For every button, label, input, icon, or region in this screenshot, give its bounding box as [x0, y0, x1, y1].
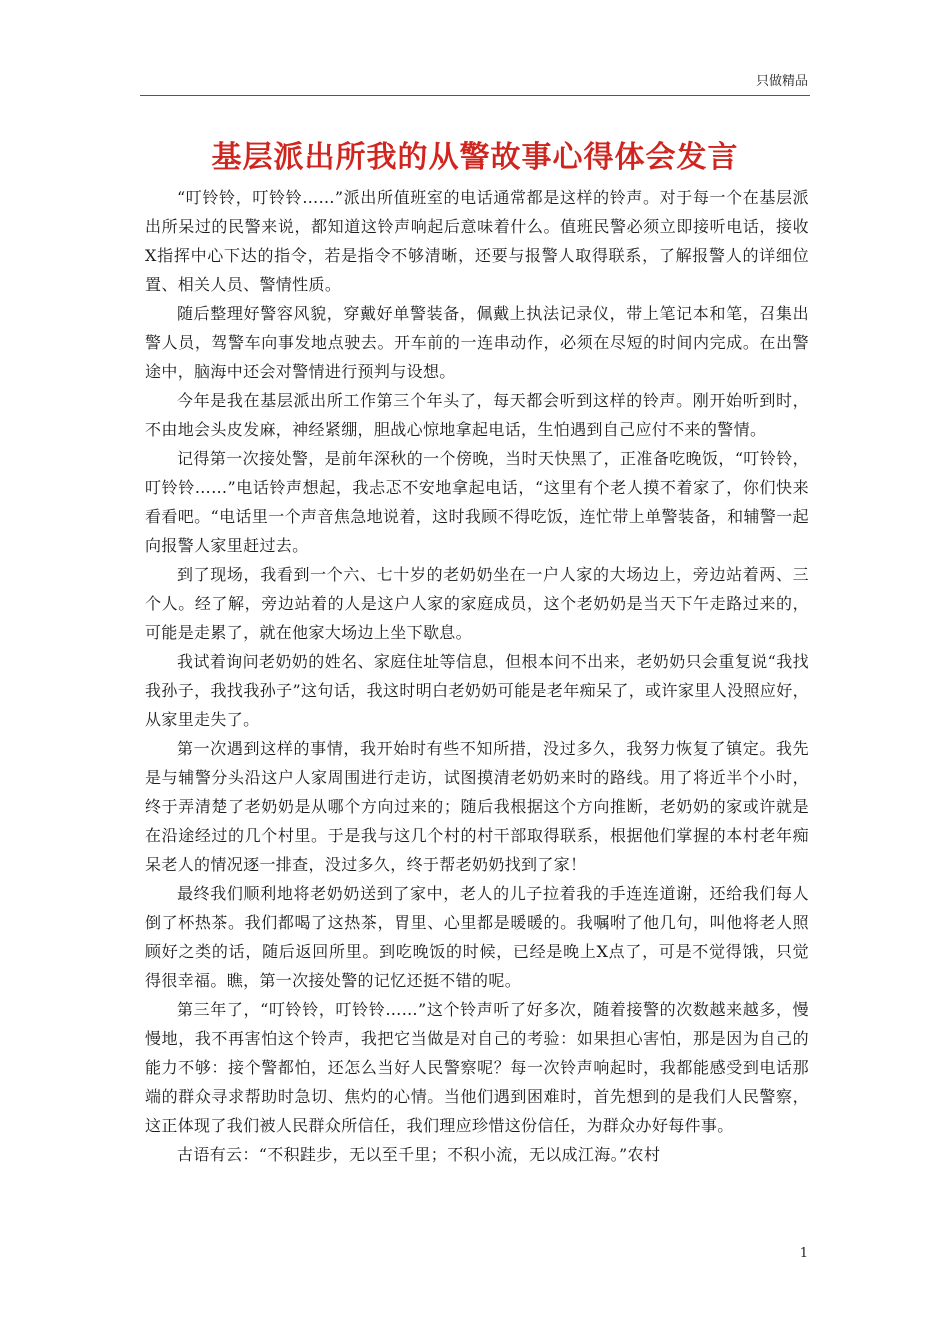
- paragraph: 随后整理好警容风貌，穿戴好单警装备，佩戴上执法记录仪，带上笔记本和笔，召集出警人员，驾警车向事发地点驶去。开车前的一连串动作，必须在尽短的时间内完成。在出警途中，脑海中还会对警情进行预判与设想。: [145, 304, 809, 381]
- paragraph: “叮铃铃，叮铃铃……”派出所值班室的电话通常都是这样的铃声。对于每一个在基层派出所呆过的民警来说，都知道这铃声响起后意味着什么。值班民警必须立即接听电话，接收X指挥中心下达的指令，若是指令不够清晰，还要与报警人取得联系，了解报警人的详细位置、相关人员、警情性质。: [145, 188, 809, 294]
- paragraph: 记得第一次接处警，是前年深秋的一个傍晚，当时天快黑了，正准备吃晚饭，“叮铃铃，叮铃铃……”电话铃声想起，我忐忑不安地拿起电话，“这里有个老人摸不着家了，你们快来看看吧。“电话里一个声音焦急地说着，这时我顾不得吃饭，连忙带上单警装备，和辅警一起向报警人家里赶过去。: [145, 449, 809, 555]
- paragraph: 第三年了，“叮铃铃，叮铃铃……”这个铃声听了好多次，随着接警的次数越来越多，慢慢地，我不再害怕这个铃声，我把它当做是对自己的考验：如果担心害怕，那是因为自己的能力不够：接个警都怕，还怎么当好人民警察呢？每一次铃声响起时，我都能感受到电话那端的群众寻求帮助时急切、焦灼的心情。当他们遇到困难时，首先想到的是我们人民警察，这正体现了我们被人民群众所信任，我们理应珍惜这份信任，为群众办好每件事。: [145, 1000, 809, 1135]
- header-divider: [140, 95, 810, 96]
- document-body: [145, 183, 809, 1169]
- paragraph: 第一次遇到这样的事情，我开始时有些不知所措，没过多久，我努力恢复了镇定。我先是与辅警分头沿这户人家周围进行走访，试图摸清老奶奶来时的路线。用了将近半个小时，终于弄清楚了老奶奶是从哪个方向过来的；随后我根据这个方向推断，老奶奶的家或许就是在沿途经过的几个村里。于是我与这几个村的村干部取得联系，根据他们掌握的本村老年痴呆老人的情况逐一排查，没过多久，终于帮老奶奶找到了家！: [145, 739, 809, 874]
- paragraph: 到了现场，我看到一个六、七十岁的老奶奶坐在一户人家的大场边上，旁边站着两、三个人。经了解，旁边站着的人是这户人家的家庭成员，这个老奶奶是当天下午走路过来的，可能是走累了，就在他家大场边上坐下歇息。: [145, 565, 809, 642]
- document-title: 基层派出所我的从警故事心得体会发言: [211, 140, 739, 175]
- page-number: 1: [799, 1246, 808, 1261]
- paragraph: 我试着询问老奶奶的姓名、家庭住址等信息，但根本问不出来，老奶奶只会重复说“我找我孙子，我找我孙子”这句话，我这时明白老奶奶可能是老年痴呆了，或许家里人没照应好，从家里走失了。: [145, 652, 809, 729]
- paragraph: 今年是我在基层派出所工作第三个年头了，每天都会听到这样的铃声。刚开始听到时，不由地会头皮发麻，神经紧绷，胆战心惊地拿起电话，生怕遇到自己应付不来的警情。: [145, 391, 809, 439]
- paragraph: 古语有云：“不积跬步，无以至千里；不积小流，无以成江海。”农村: [177, 1145, 661, 1164]
- header-label: 只做精品: [755, 74, 808, 89]
- paragraph: 最终我们顺利地将老奶奶送到了家中，老人的儿子拉着我的手连连道谢，还给我们每人倒了杯热茶。我们都喝了这热茶，胃里、心里都是暖暖的。我嘱咐了他几句，叫他将老人照顾好之类的话，随后返回所里。到吃晚饭的时候，已经是晚上X点了，可是不觉得饿，只觉得很幸福。瞧，第一次接处警的记忆还挺不错的呢。: [145, 884, 809, 990]
